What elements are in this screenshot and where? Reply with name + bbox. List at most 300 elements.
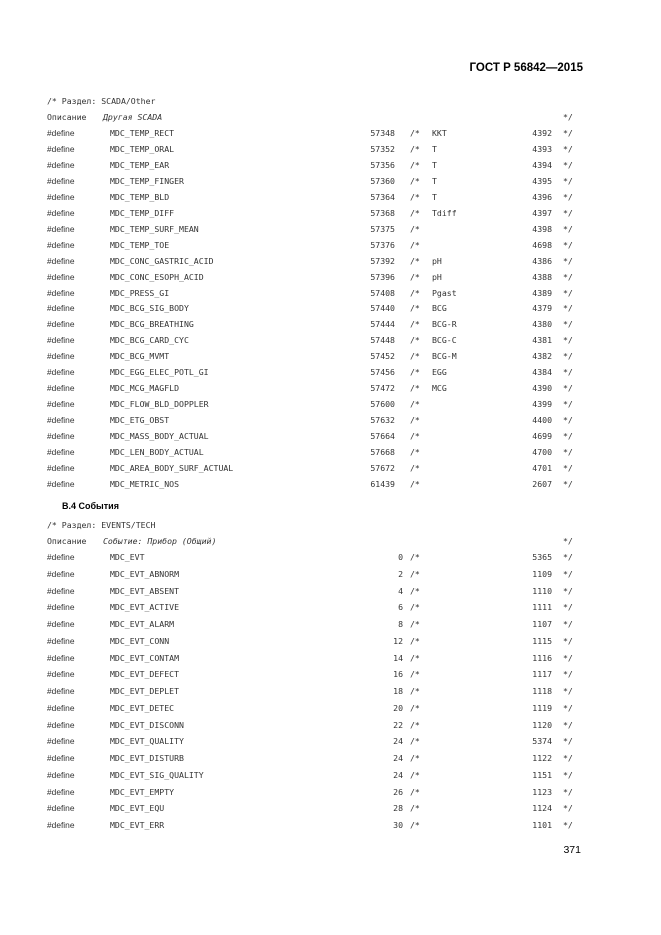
- define-row: [0, 634, 661, 648]
- constant-name: MDC_EVT_ABNORM: [110, 568, 180, 579]
- define-row: [0, 734, 661, 748]
- define-row: [0, 429, 661, 443]
- reference-id: 2607: [532, 478, 552, 489]
- constant-name: MDC_AREA_BODY_SURF_ACTUAL: [110, 462, 234, 473]
- define-row: [0, 477, 661, 491]
- comment-end: */: [563, 383, 573, 394]
- define-row: [0, 701, 661, 715]
- reference-id: 4698: [532, 239, 552, 250]
- comment-start: /*: [410, 669, 420, 680]
- define-row: [0, 651, 661, 665]
- comment-start: /*: [410, 568, 420, 579]
- define-keyword: #define: [47, 175, 75, 186]
- comment-end: */: [563, 669, 573, 680]
- comment-end: */: [563, 652, 573, 663]
- comment-start: /*: [410, 271, 420, 282]
- reference-id: 4395: [532, 175, 552, 186]
- code-value: 57392: [370, 255, 395, 266]
- reference-id: 1110: [532, 585, 552, 596]
- comment-end: */: [563, 319, 573, 330]
- code-value: 6: [398, 602, 403, 613]
- constant-name: MDC_EVT_DISCONN: [110, 719, 184, 730]
- define-keyword: #define: [47, 478, 75, 489]
- unit-label: Tdiff: [432, 207, 457, 218]
- reference-id: 4701: [532, 462, 552, 473]
- comment-end: */: [563, 719, 573, 730]
- comment-end: */: [563, 552, 573, 562]
- section-comment: /* Раздел: EVENTS/TECH: [47, 520, 156, 530]
- define-keyword: #define: [47, 399, 75, 410]
- reference-id: 1115: [532, 635, 552, 646]
- define-row: [0, 142, 661, 156]
- define-row: [0, 254, 661, 268]
- document-header: ГОСТ Р 56842—2015: [469, 62, 583, 74]
- constant-name: MDC_EVT_EQU: [110, 803, 165, 814]
- define-row: [0, 158, 661, 172]
- comment-end: */: [563, 536, 573, 546]
- comment-start: /*: [410, 159, 420, 170]
- unit-label: EGG: [432, 367, 447, 378]
- constant-name: MDC_BCG_MVMT: [110, 351, 170, 362]
- comment-start: /*: [410, 223, 420, 234]
- define-keyword: #define: [47, 462, 75, 473]
- define-keyword: #define: [47, 619, 75, 629]
- comment-end: */: [563, 303, 573, 314]
- constant-name: MDC_EVT_ERR: [110, 820, 165, 830]
- define-row: [0, 584, 661, 598]
- constant-name: MDC_EVT: [110, 552, 145, 562]
- unit-label: BCG-R: [432, 319, 457, 330]
- constant-name: MDC_PRESS_GI: [110, 287, 170, 298]
- reference-id: 4399: [532, 399, 552, 410]
- code-value: 57375: [370, 223, 395, 234]
- code-value: 20: [393, 702, 403, 713]
- constant-name: MDC_EVT_EMPTY: [110, 786, 175, 797]
- comment-end: */: [563, 619, 573, 629]
- reference-id: 4397: [532, 207, 552, 218]
- constant-name: MDC_TEMP_TOE: [110, 239, 170, 250]
- comment-start: /*: [410, 335, 420, 346]
- define-keyword: #define: [47, 239, 75, 250]
- comment-end: */: [563, 175, 573, 186]
- constant-name: MDC_TEMP_FINGER: [110, 175, 184, 186]
- constant-name: MDC_EVT_QUALITY: [110, 736, 184, 747]
- comment-end: */: [563, 568, 573, 579]
- define-row: [0, 381, 661, 395]
- define-row: [0, 718, 661, 732]
- comment-end: */: [563, 223, 573, 234]
- comment-end: */: [563, 191, 573, 202]
- code-value: 57672: [370, 462, 395, 473]
- comment-end: */: [563, 271, 573, 282]
- define-keyword: #define: [47, 303, 75, 314]
- reference-id: 1111: [532, 602, 552, 613]
- reference-id: 4398: [532, 223, 552, 234]
- define-keyword: #define: [47, 669, 75, 680]
- code-value: 57348: [370, 128, 395, 138]
- code-value: 12: [393, 635, 403, 646]
- comment-end: */: [563, 431, 573, 442]
- define-row: [0, 190, 661, 204]
- comment-end: */: [563, 635, 573, 646]
- code-value: 2: [398, 568, 403, 579]
- code-value: 0: [398, 552, 403, 562]
- comment-end: */: [563, 207, 573, 218]
- code-value: 57352: [370, 143, 395, 154]
- constant-name: MDC_EVT_DEPLET: [110, 686, 180, 696]
- constant-name: MDC_EVT_ALARM: [110, 619, 175, 629]
- section-heading: B.4 События: [62, 501, 119, 511]
- code-value: 57632: [370, 415, 395, 426]
- comment-start: /*: [410, 652, 420, 663]
- code-value: 24: [393, 753, 403, 763]
- define-keyword: #define: [47, 335, 75, 346]
- constant-name: MDC_EVT_DETEC: [110, 702, 175, 713]
- comment-end: */: [563, 239, 573, 250]
- define-keyword: #define: [47, 431, 75, 442]
- unit-label: Pgast: [432, 287, 457, 298]
- comment-start: /*: [410, 619, 420, 629]
- comment-end: */: [563, 686, 573, 696]
- unit-label: T: [432, 191, 437, 202]
- constant-name: MDC_EGG_ELEC_POTL_GI: [110, 367, 209, 378]
- reference-id: 5374: [532, 736, 552, 747]
- comment-end: */: [563, 287, 573, 298]
- code-value: 61439: [370, 478, 395, 489]
- constant-name: MDC_EVT_SIG_QUALITY: [110, 769, 204, 780]
- comment-end: */: [563, 769, 573, 780]
- comment-start: /*: [410, 602, 420, 613]
- define-keyword: #define: [47, 351, 75, 362]
- define-keyword: #define: [47, 686, 75, 696]
- define-row: [0, 270, 661, 284]
- define-row: [0, 667, 661, 681]
- code-value: 14: [393, 652, 403, 663]
- define-row: [0, 126, 661, 140]
- constant-name: MDC_FLOW_BLD_DOPPLER: [110, 399, 209, 410]
- define-row: [0, 600, 661, 614]
- code-value: 57668: [370, 447, 395, 457]
- define-keyword: #define: [47, 159, 75, 170]
- reference-id: 4700: [532, 447, 552, 457]
- reference-id: 4382: [532, 351, 552, 362]
- define-keyword: #define: [47, 223, 75, 234]
- constant-name: MDC_EVT_CONN: [110, 635, 170, 646]
- define-keyword: #define: [47, 736, 75, 747]
- comment-end: */: [563, 335, 573, 346]
- reference-id: 4400: [532, 415, 552, 426]
- code-value: 57356: [370, 159, 395, 170]
- define-row: [0, 333, 661, 347]
- comment-end: */: [563, 702, 573, 713]
- unit-label: BCG-C: [432, 335, 457, 346]
- comment-start: /*: [410, 415, 420, 426]
- comment-start: /*: [410, 702, 420, 713]
- reference-id: 1109: [532, 568, 552, 579]
- unit-label: BCG: [432, 303, 447, 314]
- define-row: [0, 684, 661, 698]
- comment-start: /*: [410, 255, 420, 266]
- constant-name: MDC_TEMP_BLD: [110, 191, 170, 202]
- comment-end: */: [563, 399, 573, 410]
- define-row: [0, 768, 661, 782]
- define-keyword: #define: [47, 719, 75, 730]
- reference-id: 1119: [532, 702, 552, 713]
- define-keyword: #define: [47, 271, 75, 282]
- reference-id: 1118: [532, 686, 552, 696]
- constant-name: MDC_TEMP_EAR: [110, 159, 170, 170]
- define-row: [0, 174, 661, 188]
- define-keyword: #define: [47, 769, 75, 780]
- comment-start: /*: [410, 585, 420, 596]
- define-row: [0, 286, 661, 300]
- comment-start: /*: [410, 803, 420, 814]
- code-value: 57452: [370, 351, 395, 362]
- constant-name: MDC_CONC_ESOPH_ACID: [110, 271, 204, 282]
- constant-name: MDC_EVT_ABSENT: [110, 585, 180, 596]
- comment-start: /*: [410, 128, 420, 138]
- define-keyword: #define: [47, 255, 75, 266]
- define-row: [0, 818, 661, 832]
- reference-id: 1116: [532, 652, 552, 663]
- comment-start: /*: [410, 719, 420, 730]
- code-value: 57444: [370, 319, 395, 330]
- reference-id: 1117: [532, 669, 552, 680]
- code-value: 4: [398, 585, 403, 596]
- reference-id: 1120: [532, 719, 552, 730]
- comment-end: */: [563, 351, 573, 362]
- comment-start: /*: [410, 143, 420, 154]
- code-value: 30: [393, 820, 403, 830]
- code-value: 57408: [370, 287, 395, 298]
- comment-end: */: [563, 478, 573, 489]
- comment-start: /*: [410, 478, 420, 489]
- define-keyword: #define: [47, 319, 75, 330]
- define-keyword: #define: [47, 447, 75, 457]
- constant-name: MDC_TEMP_ORAL: [110, 143, 175, 154]
- define-keyword: #define: [47, 820, 75, 830]
- reference-id: 4386: [532, 255, 552, 266]
- description-line: [0, 534, 661, 548]
- define-row: [0, 349, 661, 363]
- define-row: [0, 445, 661, 459]
- constant-name: MDC_LEN_BODY_ACTUAL: [110, 447, 204, 457]
- code-value: 57600: [370, 399, 395, 410]
- comment-start: /*: [410, 191, 420, 202]
- constant-name: MDC_ETG_OBST: [110, 415, 170, 426]
- comment-end: */: [563, 462, 573, 473]
- define-row: [0, 222, 661, 236]
- comment-start: /*: [410, 635, 420, 646]
- define-keyword: #define: [47, 207, 75, 218]
- comment-start: /*: [410, 820, 420, 830]
- comment-end: */: [563, 143, 573, 154]
- comment-start: /*: [410, 399, 420, 410]
- comment-end: */: [563, 447, 573, 457]
- reference-id: 4396: [532, 191, 552, 202]
- define-row: [0, 365, 661, 379]
- reference-id: 4389: [532, 287, 552, 298]
- reference-id: 1107: [532, 619, 552, 629]
- reference-id: 1124: [532, 803, 552, 814]
- comment-start: /*: [410, 736, 420, 747]
- code-value: 57664: [370, 431, 395, 442]
- comment-start: /*: [410, 175, 420, 186]
- code-value: 8: [398, 619, 403, 629]
- comment-start: /*: [410, 351, 420, 362]
- comment-start: /*: [410, 239, 420, 250]
- reference-id: 4394: [532, 159, 552, 170]
- constant-name: MDC_TEMP_RECT: [110, 128, 175, 138]
- comment-end: */: [563, 415, 573, 426]
- constant-name: MDC_EVT_CONTAM: [110, 652, 180, 663]
- constant-name: MDC_MASS_BODY_ACTUAL: [110, 431, 209, 442]
- description-text: Событие: Прибор (Общий): [103, 536, 217, 546]
- comment-start: /*: [410, 753, 420, 763]
- unit-label: MCG: [432, 383, 447, 394]
- unit-label: pH: [432, 255, 442, 266]
- code-value: 57368: [370, 207, 395, 218]
- code-value: 24: [393, 736, 403, 747]
- reference-id: 4381: [532, 335, 552, 346]
- reference-id: 4388: [532, 271, 552, 282]
- unit-label: T: [432, 159, 437, 170]
- comment-end: */: [563, 786, 573, 797]
- page-number: 371: [563, 844, 581, 856]
- constant-name: MDC_METRIC_NOS: [110, 478, 180, 489]
- define-keyword: #define: [47, 128, 75, 138]
- code-value: 57440: [370, 303, 395, 314]
- define-row: [0, 461, 661, 475]
- reference-id: 4392: [532, 128, 552, 138]
- code-value: 26: [393, 786, 403, 797]
- comment-start: /*: [410, 383, 420, 394]
- constant-name: MDC_TEMP_SURF_MEAN: [110, 223, 199, 234]
- define-row: [0, 751, 661, 765]
- define-keyword: #define: [47, 568, 75, 579]
- define-keyword: #define: [47, 652, 75, 663]
- comment-start: /*: [410, 303, 420, 314]
- code-value: 57396: [370, 271, 395, 282]
- comment-end: */: [563, 367, 573, 378]
- define-row: [0, 801, 661, 815]
- reference-id: 4384: [532, 367, 552, 378]
- reference-id: 4379: [532, 303, 552, 314]
- define-row: [0, 206, 661, 220]
- code-value: 16: [393, 669, 403, 680]
- define-keyword: #define: [47, 143, 75, 154]
- description-prefix: Описание: [47, 536, 87, 546]
- define-row: [0, 785, 661, 799]
- comment-end: */: [563, 820, 573, 830]
- reference-id: 4390: [532, 383, 552, 394]
- define-keyword: #define: [47, 702, 75, 713]
- code-value: 57448: [370, 335, 395, 346]
- constant-name: MDC_MCG_MAGFLD: [110, 383, 180, 394]
- comment-end: */: [563, 803, 573, 814]
- comment-end: */: [563, 585, 573, 596]
- description-prefix: Описание: [47, 112, 87, 122]
- section-comment: /* Раздел: SCADA/Other: [47, 96, 156, 106]
- reference-id: 4699: [532, 431, 552, 442]
- comment-end: */: [563, 602, 573, 613]
- define-keyword: #define: [47, 367, 75, 378]
- code-value: 22: [393, 719, 403, 730]
- code-value: 57376: [370, 239, 395, 250]
- define-keyword: #define: [47, 383, 75, 394]
- constant-name: MDC_BCG_CARD_CYC: [110, 335, 189, 346]
- unit-label: pH: [432, 271, 442, 282]
- reference-id: 5365: [532, 552, 552, 562]
- comment-end: */: [563, 255, 573, 266]
- constant-name: MDC_EVT_DISTURB: [110, 753, 184, 763]
- comment-start: /*: [410, 431, 420, 442]
- comment-start: /*: [410, 462, 420, 473]
- constant-name: MDC_TEMP_DIFF: [110, 207, 175, 218]
- constant-name: MDC_CONC_GASTRIC_ACID: [110, 255, 214, 266]
- constant-name: MDC_EVT_DEFECT: [110, 669, 180, 680]
- comment-start: /*: [410, 786, 420, 797]
- code-value: 28: [393, 803, 403, 814]
- unit-label: T: [432, 143, 437, 154]
- comment-end: */: [563, 736, 573, 747]
- define-row: [0, 617, 661, 631]
- comment-start: /*: [410, 287, 420, 298]
- define-keyword: #define: [47, 635, 75, 646]
- comment-end: */: [563, 128, 573, 138]
- define-row: [0, 238, 661, 252]
- comment-end: */: [563, 159, 573, 170]
- comment-start: /*: [410, 552, 420, 562]
- reference-id: 1122: [532, 753, 552, 763]
- define-keyword: #define: [47, 585, 75, 596]
- code-value: 24: [393, 769, 403, 780]
- define-keyword: #define: [47, 191, 75, 202]
- code-value: 18: [393, 686, 403, 696]
- define-row: [0, 301, 661, 315]
- reference-id: 4380: [532, 319, 552, 330]
- define-keyword: #define: [47, 602, 75, 613]
- code-value: 57364: [370, 191, 395, 202]
- define-row: [0, 413, 661, 427]
- define-keyword: #define: [47, 287, 75, 298]
- code-value: 57456: [370, 367, 395, 378]
- constant-name: MDC_BCG_SIG_BODY: [110, 303, 189, 314]
- define-keyword: #define: [47, 415, 75, 426]
- description-text: Другая SCADA: [103, 112, 163, 122]
- reference-id: 1101: [532, 820, 552, 830]
- reference-id: 4393: [532, 143, 552, 154]
- define-keyword: #define: [47, 803, 75, 814]
- define-keyword: #define: [47, 786, 75, 797]
- define-keyword: #define: [47, 753, 75, 763]
- unit-label: T: [432, 175, 437, 186]
- comment-start: /*: [410, 319, 420, 330]
- unit-label: KKT: [432, 128, 447, 138]
- reference-id: 1123: [532, 786, 552, 797]
- define-row: [0, 317, 661, 331]
- comment-start: /*: [410, 769, 420, 780]
- comment-start: /*: [410, 367, 420, 378]
- constant-name: MDC_EVT_ACTIVE: [110, 602, 180, 613]
- comment-start: /*: [410, 686, 420, 696]
- unit-label: BCG-M: [432, 351, 457, 362]
- comment-start: /*: [410, 207, 420, 218]
- code-value: 57472: [370, 383, 395, 394]
- comment-end: */: [563, 112, 573, 122]
- define-keyword: #define: [47, 552, 75, 562]
- constant-name: MDC_BCG_BREATHING: [110, 319, 194, 330]
